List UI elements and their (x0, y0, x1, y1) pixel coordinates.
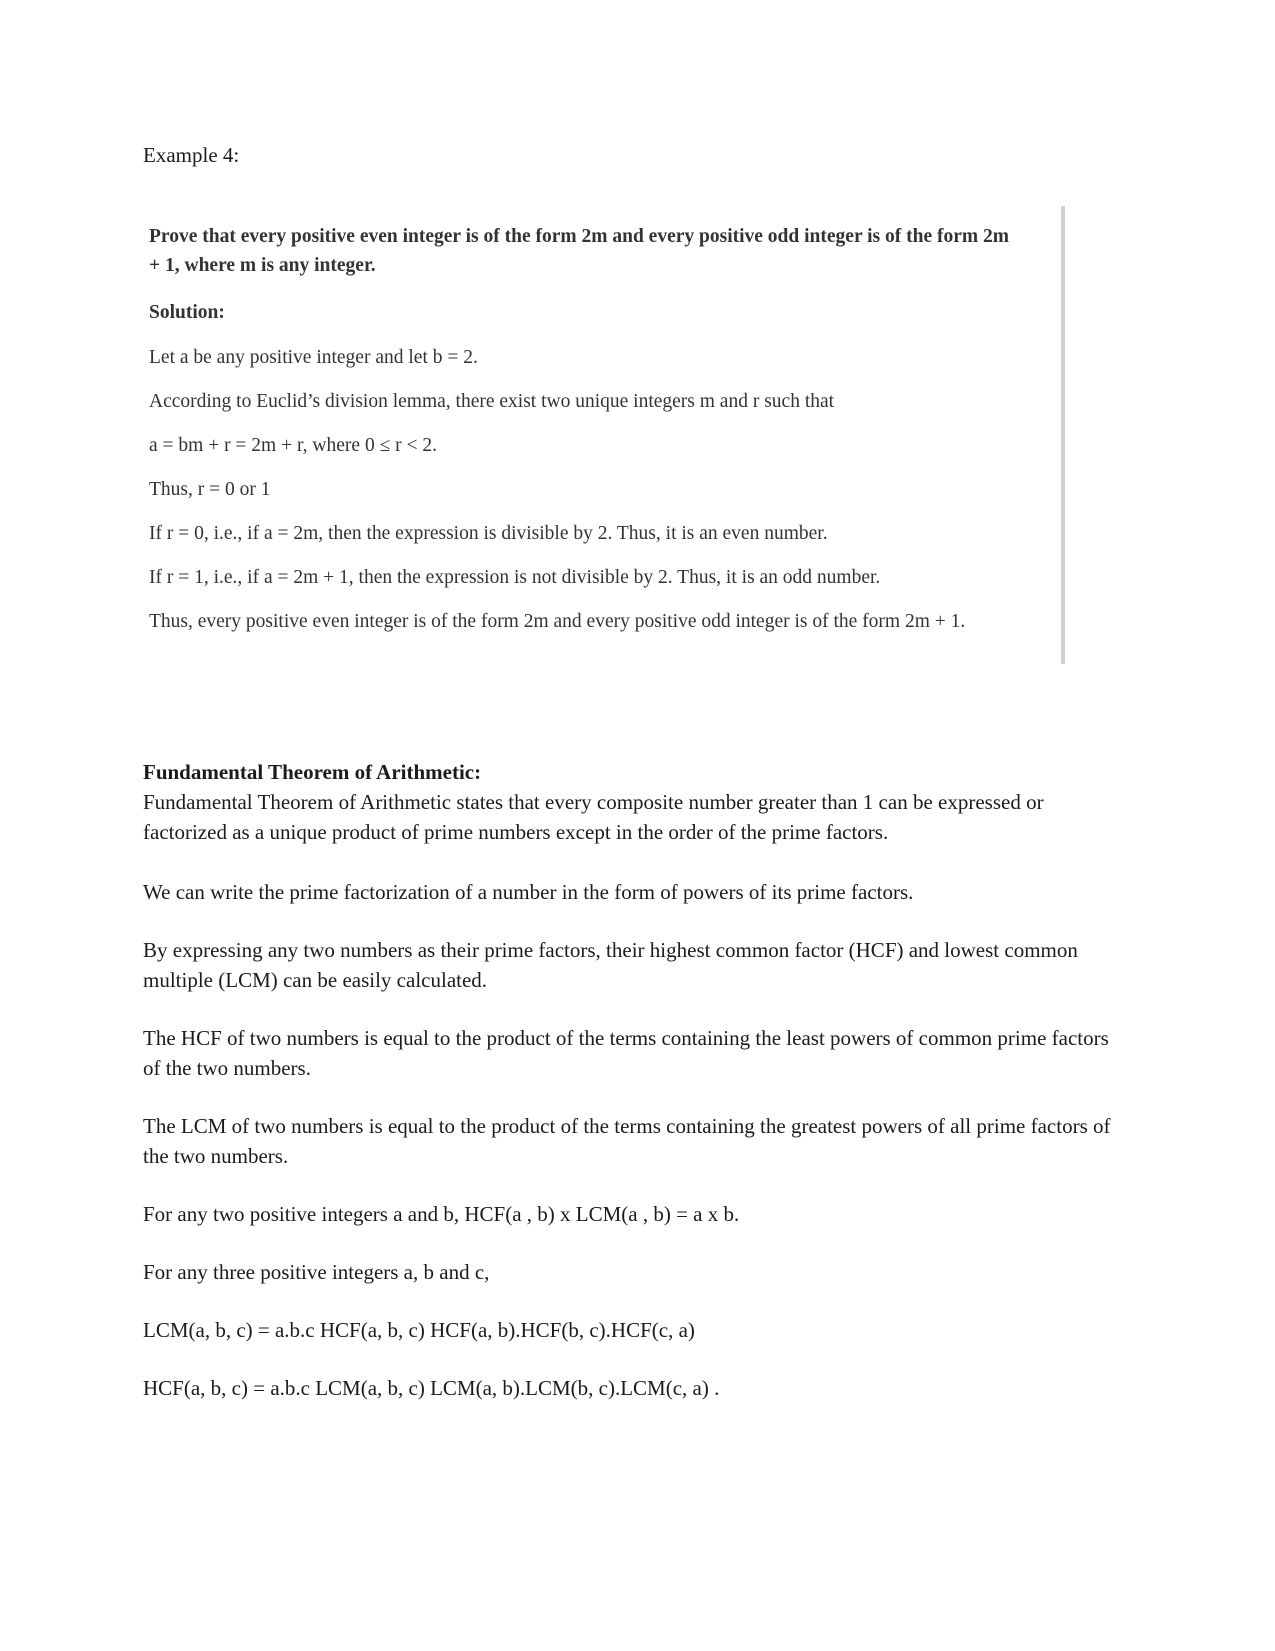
lcm-formula: LCM(a, b, c) = a.b.c HCF(a, b, c) HCF(a, b).HCF(b, c).HCF(c, a) (143, 1318, 695, 1342)
body-paragraph: We can write the prime factorization of a number in the form of powers of its prime factors. (143, 880, 914, 904)
solution-label: Solution: (149, 302, 225, 323)
problem-statement: Prove that every positive even integer is of the form 2m and every positive odd integer is of the form 2m + 1, where m is any integer. (149, 226, 1009, 276)
body-paragraph: By expressing any two numbers as their prime factors, their highest common factor (HCF) and lowest common multiple (LCM) can be easily calculated. (143, 938, 1078, 992)
body-paragraph: The LCM of two numbers is equal to the product of the terms containing the greatest powers of all prime factors of the two numbers. (143, 1114, 1111, 1168)
embedded-solution-block (149, 206, 1065, 664)
body-paragraph: Fundamental Theorem of Arithmetic states that every composite number greater than 1 can be expressed or factorized as a unique product of prime numbers except in the order of the prime factors. (143, 790, 1044, 844)
section-heading: Fundamental Theorem of Arithmetic: (143, 760, 482, 784)
example-heading: Example 4: (143, 143, 240, 167)
body-paragraph: The HCF of two numbers is equal to the product of the terms containing the least powers of common prime factors of the two numbers. (143, 1026, 1109, 1080)
solution-line: If r = 0, i.e., if a = 2m, then the expression is divisible by 2. Thus, it is an even number. (149, 523, 828, 544)
body-paragraph: For any three positive integers a, b and c, (143, 1260, 490, 1284)
fundamental-theorem-section (143, 760, 1130, 1403)
solution-line: Let a be any positive integer and let b = 2. (149, 347, 478, 368)
hcf-lcm-identity: For any two positive integers a and b, HCF(a , b) x LCM(a , b) = a x b. (143, 1202, 740, 1226)
solution-conclusion: Thus, every positive even integer is of the form 2m and every positive odd integer is of the form 2m + 1. (149, 611, 966, 632)
solution-line: According to Euclid’s division lemma, there exist two unique integers m and r such that (149, 391, 835, 412)
hcf-formula: HCF(a, b, c) = a.b.c LCM(a, b, c) LCM(a, b).LCM(b, c).LCM(c, a) . (143, 1376, 720, 1400)
solution-line: a = bm + r = 2m + r, where 0 ≤ r < 2. (149, 435, 438, 456)
solution-line: If r = 1, i.e., if a = 2m + 1, then the expression is not divisible by 2. Thus, it is an odd number. (149, 567, 881, 588)
solution-line: Thus, r = 0 or 1 (149, 479, 271, 500)
